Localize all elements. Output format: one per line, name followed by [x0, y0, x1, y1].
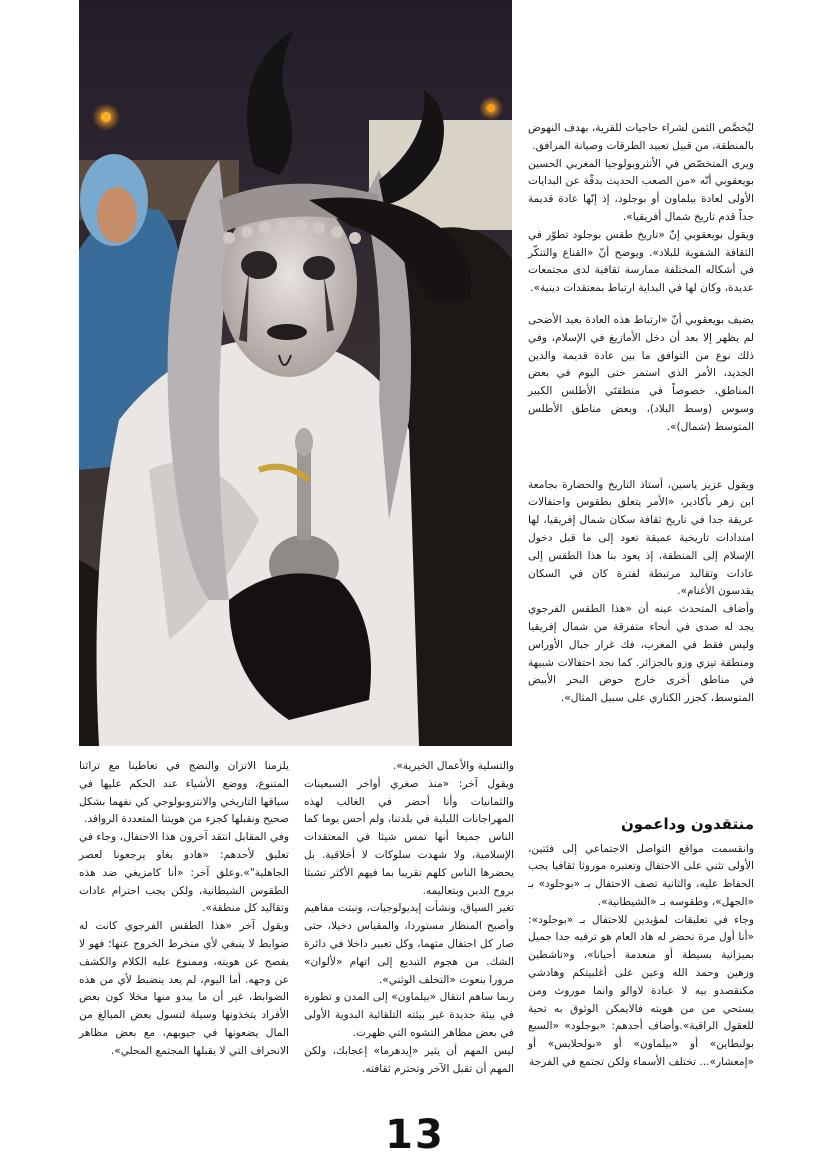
paragraph: ليُخصَّص الثمن لشراء حاجيات للقرية، بهدف النهوض بالمنطقة، من قبيل تعبيد الطرقات وصيانة المرافق.: [528, 122, 754, 152]
paragraph: يلزمنا الاتزان والنضج في تعاطينا مع تراثنا المتنوع، ووضع الأشياء عند الحكم عليها في سياقها التاريخي والانتروبولوجي كي نفهما بشكل صحيح ونقبلها كجزء من هويتنا المتعددة الروافد.: [79, 760, 289, 826]
paragraph: ليس المهم أن يثير «إيدهرما» إعجابك، ولكن المهم أن تقبل الآخر وتحترم ثقافته.: [304, 1044, 514, 1075]
paragraph: وانقسمت مواقع التواصل الاجتماعي إلى فئتين، الأولى تثني على الاحتفال وتعتبره موروثا ثقافيا يجب الحفاظ عليه، والثانية تصف الاحتفال بـ «بوجلود» بـ «الجهل»، وطقوسه بـ «الشيطانية».: [528, 842, 754, 908]
article-column-middle: [304, 758, 514, 1078]
paragraph: والتسلية والأعمال الخيرية».: [392, 760, 514, 772]
page-number: 13: [385, 1112, 445, 1158]
paragraph: ويقول آخر «هذا الطقس الفرجوي كانت له ضوابط لا ينبغي لأي منخرط الخروج عنها؛ فهو لا يفصح عن هويته، وممنوع عليه الكلام والكشف عن وجهه. أما اليوم، لم يعد ينضبط لأي من هذه الضوابط، غير أن ما يبدو منها مخلا كون بعض الأفراد يتخذونها وسيلة لتسول بعض المبالغ من المال يضعونها في جيوبهم، مع بعض مظاهر الانحراف التي لا يقبلها المجتمع المحلي».: [79, 920, 289, 1057]
paragraph: ويقول عزيز ياسين، أستاذ التاريخ والحضارة بجامعة ابن زهر بأكادير، «الأمر يتعلق بطقوس واحتفالات عريقة جدا في تاريخ ثقافة سكان شمال إفريقيا، لها امتدادات تاريخية عميقة تعود إلى ما قبل دخول الإسلام إلى المنطقة، إذ يعود بنا هذا الطقس إلى عادات وتقاليد مرتبطة لفترة كان في السكان يقدسون الأغنام».: [528, 478, 754, 598]
paragraph: وجاء في تعليقات لمؤيدين للاحتفال بـ «بوجلود»: «أنا أول مرة نحضر له هاد العام هو ترفيه جدا جميل بميزانية بسيطة أو منعدمة أحيانا»، و«ناشطين وزهين وحمد الله وعين على أغلبيتكم وهادشي مكنقصدو بيه لا عبادة لاوالو وانما موروث ومن يستحي من من هويته فالايمكن الوثوق به تحية للعقول الراقية».وأضاف أحدهم: «بوجلود» «السبع بولبطاين» أو «بيلماون» أو «بولحلايس» أو «إمعشار»... تختلف الأسماء ولكن تجتمع في الفرجة: [528, 913, 754, 1069]
section-subheading: منتقدون وداعمون: [620, 815, 754, 833]
paragraph: تغير السياق، ونشأت إيديولوجيات، ونبتت مفاهيم وأصبح المنظار مستوردا، والمقياس دخيلا، حتى صار كل احتفال متهما، وكل تعبير داخلا في دائرة الشك. من هجوم التبديع إلى اتهام «لألوان» مرورا بنعوت «التخلف الوثني».: [304, 902, 514, 986]
paragraph: يضيف بويعقوبي أنّ «ارتباط هذه العادة بعيد الأضحى لم يظهر إلا بعد أن دخل الأمازيغ في الإسلام، وفي ذلك نوع من التوافق ما بين عادة قديمة والدين الجديد، الأمر الذي استمر حتى اليوم في بعض المناطق، خصوصاً في منطقتَي الأطلس الكبير وسوس (وسط البلاد)، وبعض مناطق الأطلس المتوسط (شمال)».: [528, 313, 754, 433]
article-column-right-top: [528, 120, 754, 708]
paragraph: ويرى المتخصّص في الأنثروبولوجيا المغربي الحسين بويعقوبي أنّه «من الصعب الحديث بدقّة عن البدايات الأولى لعادة بيلماون أو بوجلود، إذ إنّها عادة قديمة جداً قدم تاريخ شمال أفريقيا».: [528, 157, 754, 223]
paragraph: ويقول بويعقوبي إنّ «تاريخ طقس بوجلود تطوّر في الثقافة الشفوية للبلاد». ويوضح أنّ «القناع والتنكّر في أشكاله المختلفة ممارسة ثقافية لدى مجتمعات عديدة، وكان لها في البداية ارتباط بمعتقدات دينية».: [528, 228, 754, 295]
masked-performer-photo: [79, 0, 512, 746]
paragraph: ربما ساهم انتقال «بيلماون» إلى المدن و تطوره في بيئة جديدة غير بيئته التلقائية البدوية الأولى في بعض مظاهر التشوه التي ظهرت.: [304, 991, 514, 1039]
paragraph: ويقول آخر: «منذ صغري أواخر السبعينات والثمانيات وأنا أحضر في الغالب لهذه المهراجانات الليلية في بلدتنا، ولم أحس يوما كما الناس جميعا أنها تمس شيئا في المعتقدات الإسلامية، ولا شهدت سلوكات لا أخلاقية. بل يحضرها الناس كلهم تقريبا بما فيهم الأكثر تشبثا بروح الدين وبتعاليمه.: [304, 777, 514, 897]
paragraph: وأضاف المتحدث عينه أن «هذا الطقس الفرجوي يجد له صدى في أنحاء متفرقة من شمال إفريقيا وليس فقط في المغرب، فك غرار جبال الأوراس ومنطقة تيزي وزو بالجزائر. كما نجد احتفالات شبيهة في مناطق أخرى خارج حوض البحر الأبيض المتوسط، كجزر الكناري على سبيل المثال».: [528, 603, 754, 705]
article-column-left: [79, 758, 289, 1061]
article-column-right-bottom: [528, 815, 754, 1072]
paragraph: وفي المقابل انتقد آخرون هذا الاحتفال، وجاء في تعليق لأحدهم: «هادو بغاو يرجعونا لعصر الجاهلية"».وعلق آخر: «أنا كامزيغي ضد هذه الطقوس الشيطانية، ولكن يجب احترام عادات وتقاليد كل منطقة».: [79, 831, 289, 915]
